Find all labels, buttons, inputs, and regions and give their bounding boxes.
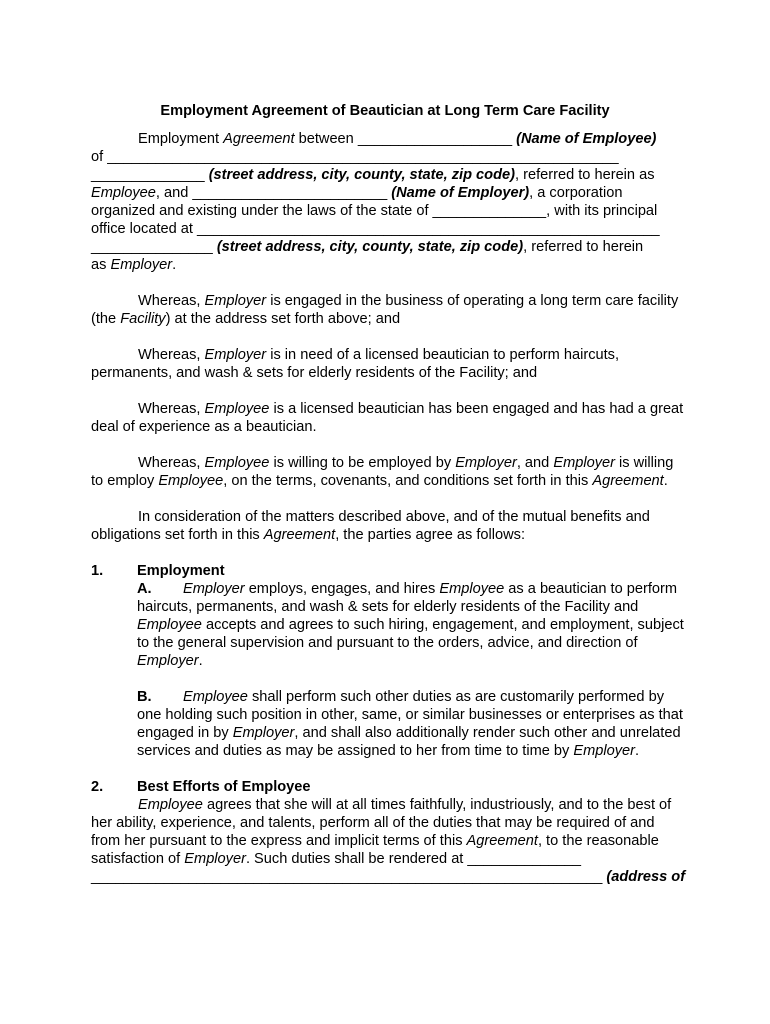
parties-line: ______________ (street address, city, county, state, zip code), referred to herein as bbox=[91, 167, 655, 183]
subsection-label: A. bbox=[137, 581, 152, 597]
parties-line: Employment Agreement between ___________________ (Name of Employee) bbox=[138, 131, 657, 147]
subsection-b: B. Employee shall perform such other duties as are customarily performed by one holding such position in other, same, or similar businesses or enterprises as that engaged in by Employer, and shall also additionally render such other and unrelated services and duties as may be assigned to her from time to time by Employer. bbox=[137, 689, 683, 759]
section-employment bbox=[91, 562, 686, 580]
parties-line: _______________ (street address, city, county, state, zip code), referred to herein bbox=[91, 239, 644, 255]
section-number: 1. bbox=[91, 563, 104, 579]
section-number: 2. bbox=[91, 779, 104, 795]
section-best-efforts bbox=[91, 778, 686, 796]
parties-clause bbox=[91, 130, 686, 274]
whereas-paragraph: Whereas, Employer is engaged in the business of operating a long term care facility (the Facility) at the address set forth above; and bbox=[91, 293, 679, 327]
best-efforts-paragraph: Employee agrees that she will at all times faithfully, industriously, and to the best of her ability, experience, and talents, perform all of the duties that may be required of and from her pursuant to the express and implicit terms of this Agreement, to the reasonable satisfaction of Employer. Such duties shall be rendered at ______________ bbox=[91, 797, 672, 867]
whereas-paragraph: Whereas, Employer is in need of a licensed beautician to perform haircuts, permanents, and wash & sets for elderly residents of the Facility; and bbox=[91, 347, 620, 381]
parties-line: of _______________________________________________________________ bbox=[91, 149, 619, 165]
parties-line: as Employer. bbox=[91, 257, 177, 273]
subsection-a: A. Employer employs, engages, and hires Employee as a beautician to perform haircuts, permanents, and wash & sets for elderly residents of the Facility and Employee accepts and agrees to such hiring, engagement, and employment, subject to the general supervision and pursuant to the orders, advice, and direction of Employer. bbox=[137, 581, 684, 669]
parties-line: Employee, and ________________________ (Name of Employer), a corporation bbox=[91, 185, 623, 201]
parties-line: office located at _________________________________________________________ bbox=[91, 221, 660, 237]
address-placeholder: (address of bbox=[606, 869, 686, 885]
consideration-paragraph: In consideration of the matters described above, and of the mutual benefits and obligations set forth in this Agreement, the parties agree as follows: bbox=[91, 509, 650, 543]
best-efforts-last-line: _______________________________________________________________ (address of bbox=[91, 869, 686, 885]
parties-line: organized and existing under the laws of the state of ______________, with its principal bbox=[91, 203, 658, 219]
employer-name-placeholder: (Name of Employer) bbox=[391, 185, 530, 201]
address-placeholder: (street address, city, county, state, zip code) bbox=[208, 167, 515, 183]
document-body bbox=[91, 130, 686, 886]
section-heading: Employment bbox=[137, 563, 225, 579]
document-title: Employment Agreement of Beautician at Long Term Care Facility bbox=[160, 103, 610, 119]
subsection-label: B. bbox=[137, 689, 152, 705]
employee-name-placeholder: (Name of Employee) bbox=[516, 131, 657, 147]
whereas-paragraph: Whereas, Employee is willing to be employed by Employer, and Employer is willing to employ Employee, on the terms, covenants, and conditions set forth in this Agreement. bbox=[91, 455, 674, 489]
whereas-paragraph: Whereas, Employee is a licensed beautician has been engaged and has had a great deal of experience as a beautician. bbox=[91, 401, 684, 435]
address-placeholder: (street address, city, county, state, zip code) bbox=[216, 239, 524, 255]
section-heading: Best Efforts of Employee bbox=[137, 779, 311, 795]
